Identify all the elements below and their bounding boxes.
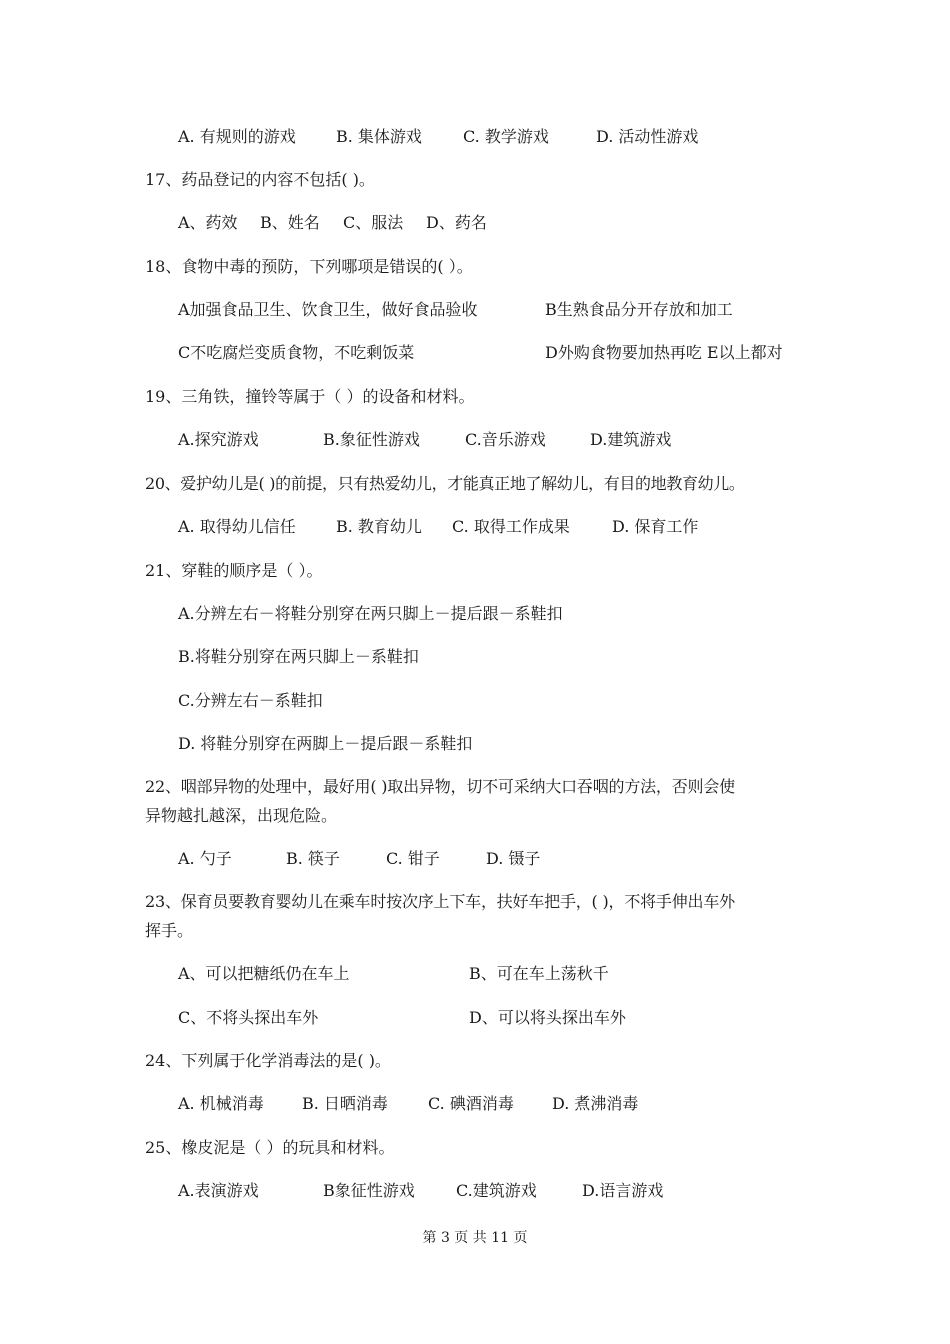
option-a: A. 取得幼儿信任 [178,517,296,536]
option-d: D.语言游戏 [582,1181,664,1200]
question-17-stem: 17、药品登记的内容不包括( )。 [145,170,375,189]
option-a: A. 勺子 [178,849,232,868]
question-18-stem: 18、食物中毒的预防，下列哪项是错误的( ）。 [145,257,473,276]
option-b: B. 日晒消毒 [302,1094,388,1113]
option-c: C.音乐游戏 [465,430,546,449]
option-a: A加强食品卫生、饮食卫生，做好食品验收 [178,300,478,319]
option-b: B.象征性游戏 [323,430,420,449]
option-c: C. 碘酒消毒 [428,1094,514,1113]
option-d: D. 煮沸消毒 [552,1094,639,1113]
option-a: A.分辨左右－将鞋分别穿在两只脚上－提后跟－系鞋扣 [178,604,563,623]
question-19-stem: 19、三角铁，撞铃等属于（ ）的设备和材料。 [145,387,475,406]
option-a: A、可以把糖纸仍在车上 [178,964,350,983]
option-a: A、药效 [178,213,238,232]
option-d: D. 将鞋分别穿在两脚上－提后跟－系鞋扣 [178,734,473,753]
option-b: B.将鞋分别穿在两只脚上－系鞋扣 [178,647,419,666]
option-d: D. 活动性游戏 [596,127,699,146]
option-a: A. 机械消毒 [178,1094,264,1113]
option-d: D.建筑游戏 [590,430,672,449]
page-footer: 第 3 页 共 11 页 [422,1230,528,1246]
option-d: D外购食物要加热再吃 E以上都对 [545,343,783,362]
question-24-stem: 24、下列属于化学消毒法的是( )。 [145,1051,391,1070]
option-b: B. 教育幼儿 [336,517,422,536]
option-c: C. 取得工作成果 [452,517,570,536]
question-20-stem: 20、爱护幼儿是( )的前提，只有热爱幼儿，才能真正地了解幼儿，有目的地教育幼儿。 [145,474,745,493]
option-c: C.建筑游戏 [456,1181,537,1200]
option-a: A.探究游戏 [178,430,259,449]
question-22-stem-line-1: 22、咽部异物的处理中，最好用( )取出异物，切不可采纳大口吞咽的方法，否则会使 [145,777,735,796]
option-b: B、可在车上荡秋千 [469,964,609,983]
option-c: C不吃腐烂变质食物，不吃剩饭菜 [178,343,415,362]
option-d: D. 保育工作 [612,517,699,536]
option-d: D、可以将头探出车外 [469,1008,626,1027]
option-c: C.分辨左右－系鞋扣 [178,691,323,710]
option-d: D. 镊子 [486,849,541,868]
option-c: C、服法 [343,213,404,232]
option-c: C. 钳子 [386,849,440,868]
option-b: B生熟食品分开存放和加工 [545,300,733,319]
option-d: D、药名 [426,213,487,232]
question-25-stem: 25、橡皮泥是（ ）的玩具和材料。 [145,1138,395,1157]
option-c: C. 教学游戏 [463,127,549,146]
option-c: C、不将头探出车外 [178,1008,319,1027]
question-23-stem-line-1: 23、保育员要教育婴幼儿在乘车时按次序上下车，扶好车把手，( )，不将手伸出车外 [145,892,735,911]
option-b: B. 筷子 [286,849,340,868]
question-21-stem: 21、穿鞋的顺序是（ ）。 [145,561,323,580]
option-a: A. 有规则的游戏 [178,127,296,146]
option-b: B. 集体游戏 [336,127,422,146]
question-23-stem-line-2: 挥手。 [145,921,194,940]
option-a: A.表演游戏 [178,1181,259,1200]
question-22-stem-line-2: 异物越扎越深，出现危险。 [145,806,338,825]
option-b: B、姓名 [260,213,320,232]
option-b: B象征性游戏 [323,1181,415,1200]
